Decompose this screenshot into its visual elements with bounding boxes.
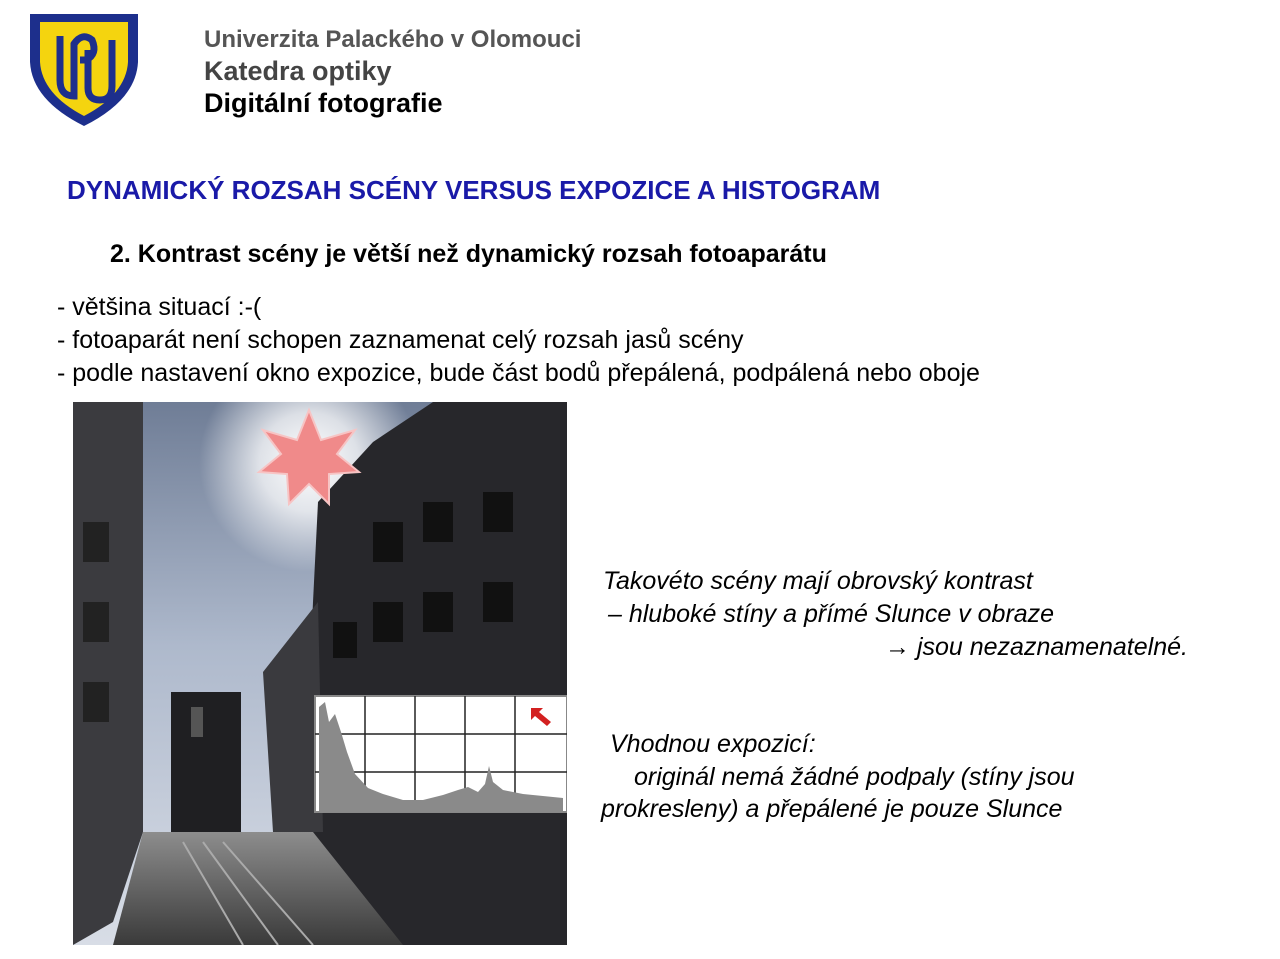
- university-name: Univerzita Palackého v Olomouci: [204, 26, 582, 53]
- bullet-item: - většina situací :-(: [57, 293, 262, 321]
- note-line: → jsou nezaznamenatelné.: [885, 633, 1188, 661]
- note-line: originál nemá žádné podpaly (stíny jsou: [634, 763, 1075, 791]
- slide-subtitle: 2. Kontrast scény je větší než dynamický rozsah fotoaparátu: [110, 240, 827, 268]
- street-with-sun-photo-icon: [73, 402, 567, 945]
- note-line: – hluboké stíny a přímé Slunce v obraze: [608, 600, 1055, 628]
- department-name: Katedra optiky: [204, 56, 392, 86]
- histogram-icon: [315, 696, 567, 812]
- bullet-item: - podle nastavení okno expozice, bude část bodů přepálená, podpálená nebo oboje: [57, 359, 980, 387]
- bullet-item: - fotoaparát není schopen zaznamenat celý rozsah jasů scény: [57, 326, 744, 354]
- university-shield-logo-icon: [26, 10, 142, 128]
- note-line: Takovéto scény mají obrovský kontrast: [603, 567, 1033, 595]
- note-line: Vhodnou expozicí:: [610, 730, 816, 758]
- course-name: Digitální fotografie: [204, 88, 443, 118]
- slide-title: DYNAMICKÝ ROZSAH SCÉNY VERSUS EXPOZICE A HISTOGRAM: [67, 175, 881, 205]
- note-line: prokresleny) a přepálené je pouze Slunce: [601, 795, 1063, 823]
